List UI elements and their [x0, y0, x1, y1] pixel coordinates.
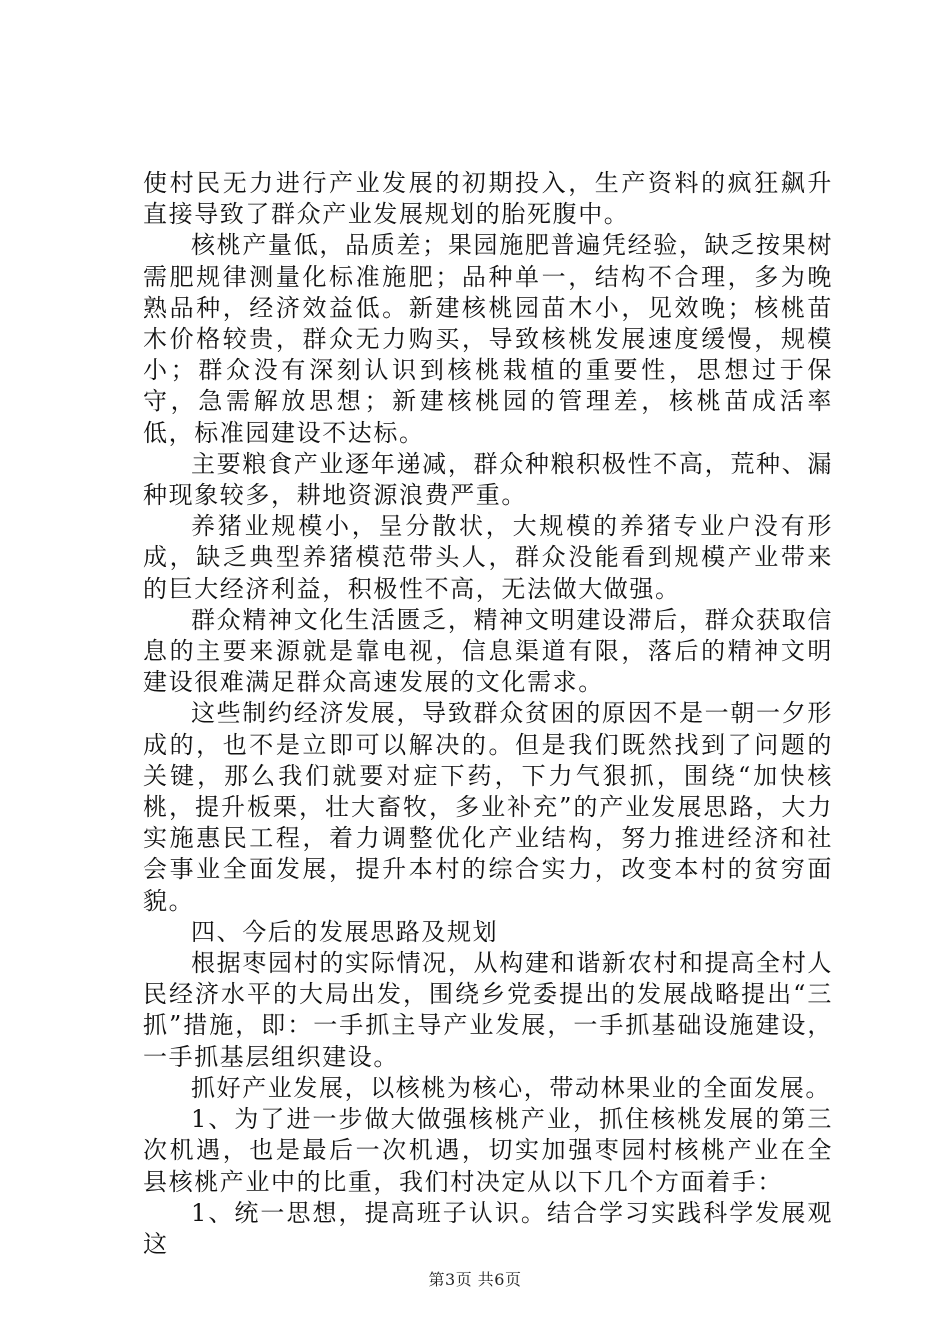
page-footer: 第3页 共6页: [428, 1270, 522, 1289]
paragraph-three-grips: 根据枣园村的实际情况，从构建和谐新农村和提高全村人民经济水平的大局出发，围绕乡党委提出的发展战略提出“三抓”措施，即：一手抓主导产业发展，一手抓基础设施建设，一手抓基层组织建设。: [143, 949, 833, 1071]
paragraph-summary: 这些制约经济发展，导致群众贫困的原因不是一朝一夕形成的，也不是立即可以解决的。但是我们既然找到了问题的关键，那么我们就要对症下药，下力气狠抓，围绕“加快核桃，提升板栗，壮大畜牧，多业补充”的产业发展思路，大力实施惠民工程，着力调整优化产业结构，努力推进经济和社会事业全面发展，提升本村的综合实力，改变本村的贫穷面貌。: [143, 699, 833, 915]
paragraph-grain-issues: 主要粮食产业逐年递减，群众种粮积极性不高，荒种、漏种现象较多，耕地资源浪费严重。: [143, 449, 833, 510]
paragraph-item-1: 1、为了进一步做大做强核桃产业，抓住核桃发展的第三次机遇，也是最后一次机遇，切实加强枣园村核桃产业在全县核桃产业中的比重，我们村决定从以下几个方面着手：: [143, 1105, 833, 1196]
section-heading: 四、今后的发展思路及规划: [191, 917, 499, 946]
paragraph-pig-farming: 养猪业规模小，呈分散状，大规模的养猪专业户没有形成，缺乏典型养猪模范带头人，群众没能看到规模产业带来的巨大经济利益，积极性不高，无法做大做强。: [143, 512, 833, 603]
body-text: [143, 168, 833, 1260]
paragraph-industry: 抓好产业发展，以核桃为核心，带动林果业的全面发展。: [191, 1073, 831, 1102]
paragraph-culture: 群众精神文化生活匮乏，精神文明建设滞后，群众获取信息的主要来源就是靠电视，信息渠道有限，落后的精神文明建设很难满足群众高速发展的文化需求。: [143, 605, 833, 697]
paragraph-continuation: 使村民无力进行产业发展的初期投入，生产资料的疯狂飙升直接导致了群众产业发展规划的胎死腹中。: [143, 169, 833, 229]
paragraph-item-1-sub: 1、统一思想，提高班子认识。结合学习实践科学发展观这: [143, 1198, 833, 1258]
paragraph-walnut-issues: 核桃产量低，品质差；果园施肥普遍凭经验，缺乏按果树需肥规律测量化标准施肥；品种单一，结构不合理，多为晚熟品种，经济效益低。新建核桃园苗木小，见效晚；核桃苗木价格较贵，群众无力购买，导致核桃发展速度缓慢，规模小；群众没有深刻认识到核桃栽植的重要性，思想过于保守，急需解放思想；新建核桃园的管理差，核桃苗成活率低，标准园建设不达标。: [143, 231, 833, 447]
